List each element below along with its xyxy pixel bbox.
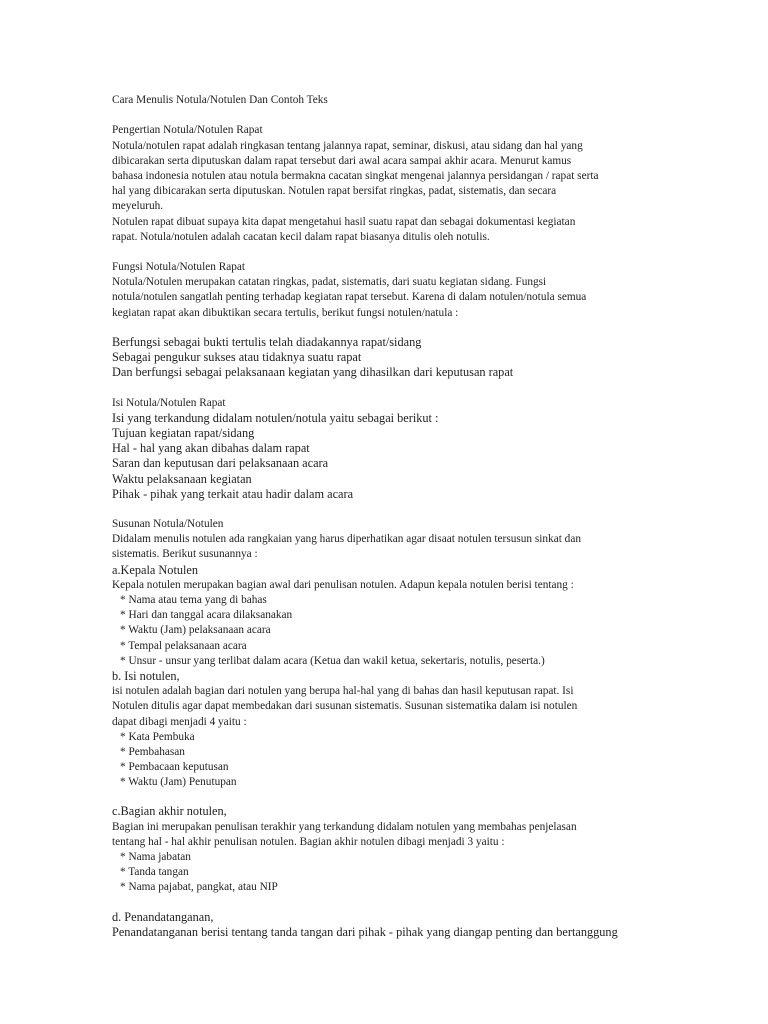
paragraph-line: dibicarakan serta diputuskan dalam rapat tersebut dari awal acara sampai akhir acara. Menurut kamus — [112, 154, 572, 167]
paragraph-line: Notulen ditulis agar dapat membedakan dari susunan sistematis. Susunan sistematika dalam isi notulen — [112, 700, 578, 713]
list-item: * Kata Pembuka — [120, 730, 195, 743]
section-heading: Isi Notula/Notulen Rapat — [112, 396, 226, 409]
list-item: Berfungsi sebagai bukti tertulis telah diadakannya rapat/sidang — [112, 334, 422, 349]
paragraph-line: isi notulen adalah bagian dari notulen yang berupa hal-hal yang di bahas dan hasil keputusan rapat. Isi — [112, 685, 574, 698]
paragraph-line: bahasa indonesia notulen atau notula bermakna cacatan singkat mengenai jalannya persidangan / rapat serta — [112, 169, 599, 182]
paragraph-line: sistematis. Berikut susunannya : — [112, 548, 258, 561]
list-item: Hal - hal yang akan dibahas dalam rapat — [112, 441, 310, 456]
section-heading: Susunan Notula/Notulen — [112, 518, 224, 531]
list-item: * Tempal pelaksanaan acara — [120, 639, 247, 652]
subsection-heading: b. Isi notulen, — [112, 668, 180, 683]
list-item: * Hari dan tanggal acara dilaksanakan — [120, 609, 293, 622]
paragraph-line: notula/notulen sangatlah penting terhadap kegiatan rapat tersebut. Karena di dalam notulen/notula semua — [112, 291, 587, 304]
paragraph-line: kegiatan rapat akan dibuktikan secara tertulis, berikut fungsi notulen/natula : — [112, 306, 459, 319]
document-title: Cara Menulis Notula/Notulen Dan Contoh Teks — [112, 94, 328, 106]
list-item: Dan berfungsi sebagai pelaksanaan kegiatan yang dihasilkan dari keputusan rapat — [112, 365, 514, 380]
paragraph-line: tentang hal - hal akhir penulisan notulen. Bagian akhir notulen dibagi menjadi 3 yaitu : — [112, 835, 505, 848]
document-page — [112, 93, 712, 940]
list-item: Pihak - pihak yang terkait atau hadir dalam acara — [112, 486, 354, 501]
paragraph-line: dapat dibagi menjadi 4 yaitu : — [112, 715, 247, 728]
subsection-heading: d. Penandatanganan, — [112, 909, 214, 924]
list-item: * Nama jabatan — [120, 851, 191, 863]
paragraph-line: Bagian ini merupakan penulisan terakhir yang terkandung didalam notulen yang membahas penjelasan — [112, 820, 577, 833]
paragraph-line: meyeluruh. — [112, 200, 164, 213]
section-fungsi — [112, 260, 712, 380]
section-intro: Isi yang terkandung didalam notulen/notula yaitu sebagai berikut : — [112, 410, 439, 425]
paragraph-line: Notula/notulen rapat adalah ringkasan tentang jalannya rapat, seminar, diskusi, atau sidang dan hal yang — [112, 139, 583, 152]
list-item: Saran dan keputusan dari pelaksanaan acara — [112, 456, 329, 471]
section-susunan — [112, 517, 712, 940]
list-item: Tujuan kegiatan rapat/sidang — [112, 425, 255, 440]
list-item: * Pembahasan — [120, 745, 185, 758]
section-pengertian — [112, 123, 712, 245]
list-item: * Unsur - unsur yang terlibat dalam acara (Ketua dan wakil ketua, sekertaris, notulis, peserta.) — [120, 654, 545, 667]
list-item: Waktu pelaksanaan kegiatan — [112, 471, 252, 486]
list-item: * Waktu (Jam) Penutupan — [120, 776, 237, 789]
list-item: Sebagai pengukur sukses atau tidaknya suatu rapat — [112, 350, 362, 364]
list-item: * Waktu (Jam) pelaksanaan acara — [120, 624, 271, 637]
paragraph-line: rapat. Notula/notulen adalah cacatan kecil dalam rapat biasanya ditulis oleh notulis. — [112, 230, 490, 243]
paragraph-line: Penandatanganan berisi tentang tanda tangan dari pihak - pihak yang diangap penting dan bertanggung — [112, 924, 618, 939]
paragraph-line: Notulen rapat dibuat supaya kita dapat mengetahui hasil suatu rapat dan sebagai dokumentasi kegiatan — [112, 215, 576, 228]
paragraph-line: Kepala notulen merupakan bagian awal dari penulisan notulen. Adapun kepala notulen berisi tentang : — [112, 578, 574, 591]
subsection-heading: c.Bagian akhir notulen, — [112, 804, 227, 819]
paragraph-line: Notula/Notulen merupakan catatan ringkas, padat, sistematis, dari suatu kegiatan sidang. Fungsi — [112, 276, 547, 289]
list-item: * Nama pajabat, pangkat, atau NIP — [120, 881, 278, 894]
section-heading: Pengertian Notula/Notulen Rapat — [112, 124, 263, 137]
section-heading: Fungsi Notula/Notulen Rapat — [112, 261, 246, 274]
list-item: * Tanda tangan — [120, 866, 189, 879]
list-item: * Pembacaan keputusan — [120, 761, 229, 774]
list-item: * Nama atau tema yang di bahas — [120, 594, 267, 606]
section-isi — [112, 396, 712, 502]
subsection-heading: a.Kepala Notulen — [112, 562, 199, 577]
paragraph-line: hal yang dibicarakan serta diputuskan. Notulen rapat bersifat ringkas, padat, sistematis, dan secara — [112, 185, 557, 198]
paragraph-line: Didalam menulis notulen ada rangkaian yang harus diperhatikan agar disaat notulen tersusun sinkat dan — [112, 533, 581, 546]
